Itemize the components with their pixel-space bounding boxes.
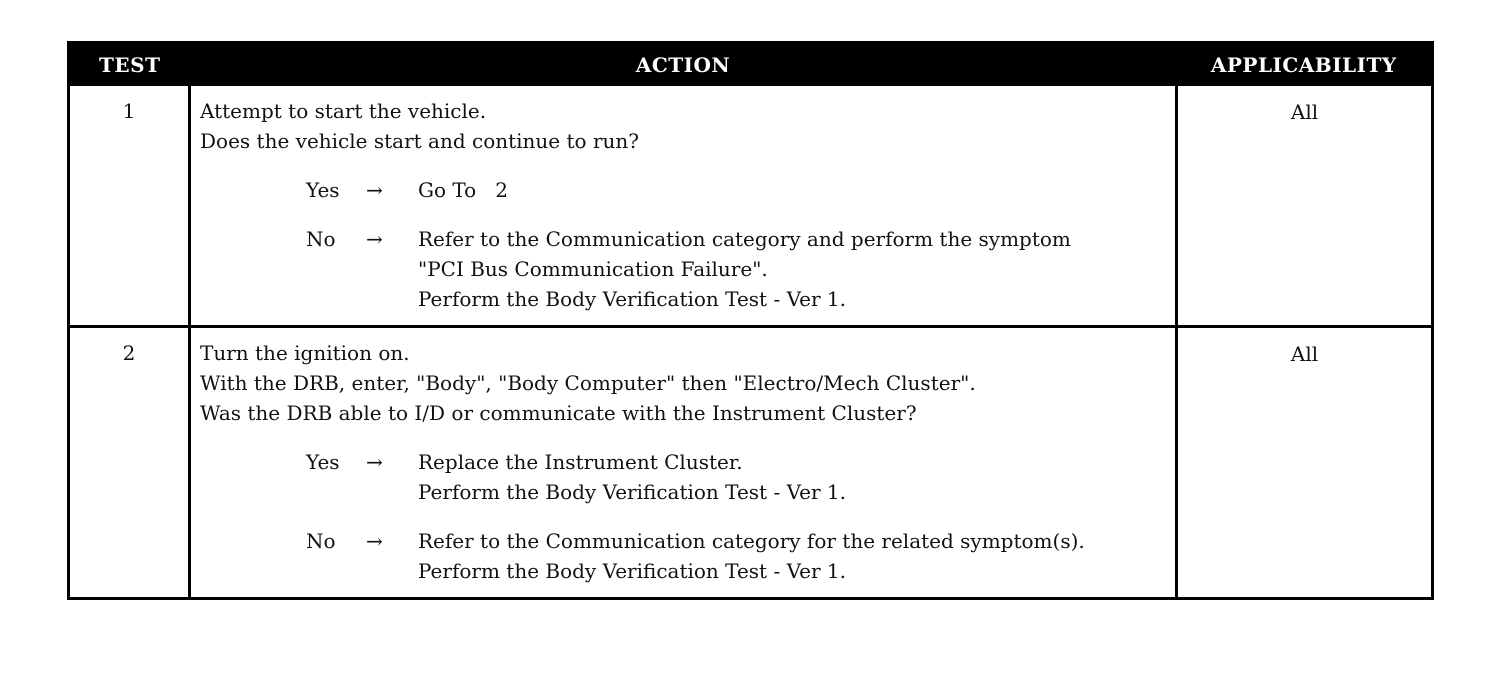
- right-arrow-icon: →: [366, 178, 383, 202]
- answer-line: Perform the Body Verification Test - Ver 1.: [418, 480, 847, 504]
- answer-line: Refer to the Communication category and perform the symptom: [418, 227, 1071, 251]
- answer-no: [200, 224, 1169, 314]
- answer-line: "PCI Bus Communication Failure".: [418, 257, 768, 281]
- answer-line: Perform the Body Verification Test - Ver 1.: [418, 287, 847, 311]
- answer-line: Replace the Instrument Cluster.: [418, 450, 743, 474]
- header-action: ACTION: [190, 43, 1177, 87]
- answer-label: Yes: [306, 178, 340, 202]
- diagnostic-test-table: [67, 41, 1434, 600]
- applicability-value: All: [1177, 86, 1433, 327]
- applicability-value: All: [1177, 327, 1433, 599]
- answer-text: [418, 224, 1169, 314]
- answer-label: Yes: [306, 450, 340, 474]
- answer-line: Refer to the Communication category for the related symptom(s).: [418, 529, 1085, 553]
- header-row: [69, 43, 1433, 87]
- question-line: Does the vehicle start and continue to run?: [200, 129, 639, 153]
- question-line: Was the DRB able to I/D or communicate with the Instrument Cluster?: [200, 401, 917, 425]
- test-number: 1: [69, 86, 190, 327]
- right-arrow-icon: →: [366, 227, 383, 251]
- answer-text: [418, 526, 1169, 586]
- test-question: [200, 338, 1169, 428]
- answer-yes: [200, 447, 1169, 507]
- header-applicability: APPLICABILITY: [1177, 43, 1433, 87]
- action-cell: [190, 86, 1177, 327]
- question-line: Attempt to start the vehicle.: [200, 99, 487, 123]
- answer-label: No: [306, 227, 336, 251]
- test-row-1: [69, 86, 1433, 327]
- answer-line: Perform the Body Verification Test - Ver 1.: [418, 559, 847, 583]
- right-arrow-icon: →: [366, 529, 383, 553]
- test-number: 2: [69, 327, 190, 599]
- answer-line: Go To 2: [418, 178, 508, 202]
- answer-yes: [200, 175, 1169, 205]
- header-test: TEST: [69, 43, 190, 87]
- answer-text: [418, 175, 1169, 205]
- answer-no: [200, 526, 1169, 586]
- action-cell: [190, 327, 1177, 599]
- test-row-2: [69, 327, 1433, 599]
- answer-list: [200, 447, 1169, 586]
- test-question: [200, 96, 1169, 156]
- question-line: Turn the ignition on.: [200, 341, 410, 365]
- answer-text: [418, 447, 1169, 507]
- right-arrow-icon: →: [366, 450, 383, 474]
- table-header: [69, 43, 1433, 87]
- question-line: With the DRB, enter, "Body", "Body Computer" then "Electro/Mech Cluster".: [200, 371, 976, 395]
- answer-list: [200, 175, 1169, 314]
- answer-label: No: [306, 529, 336, 553]
